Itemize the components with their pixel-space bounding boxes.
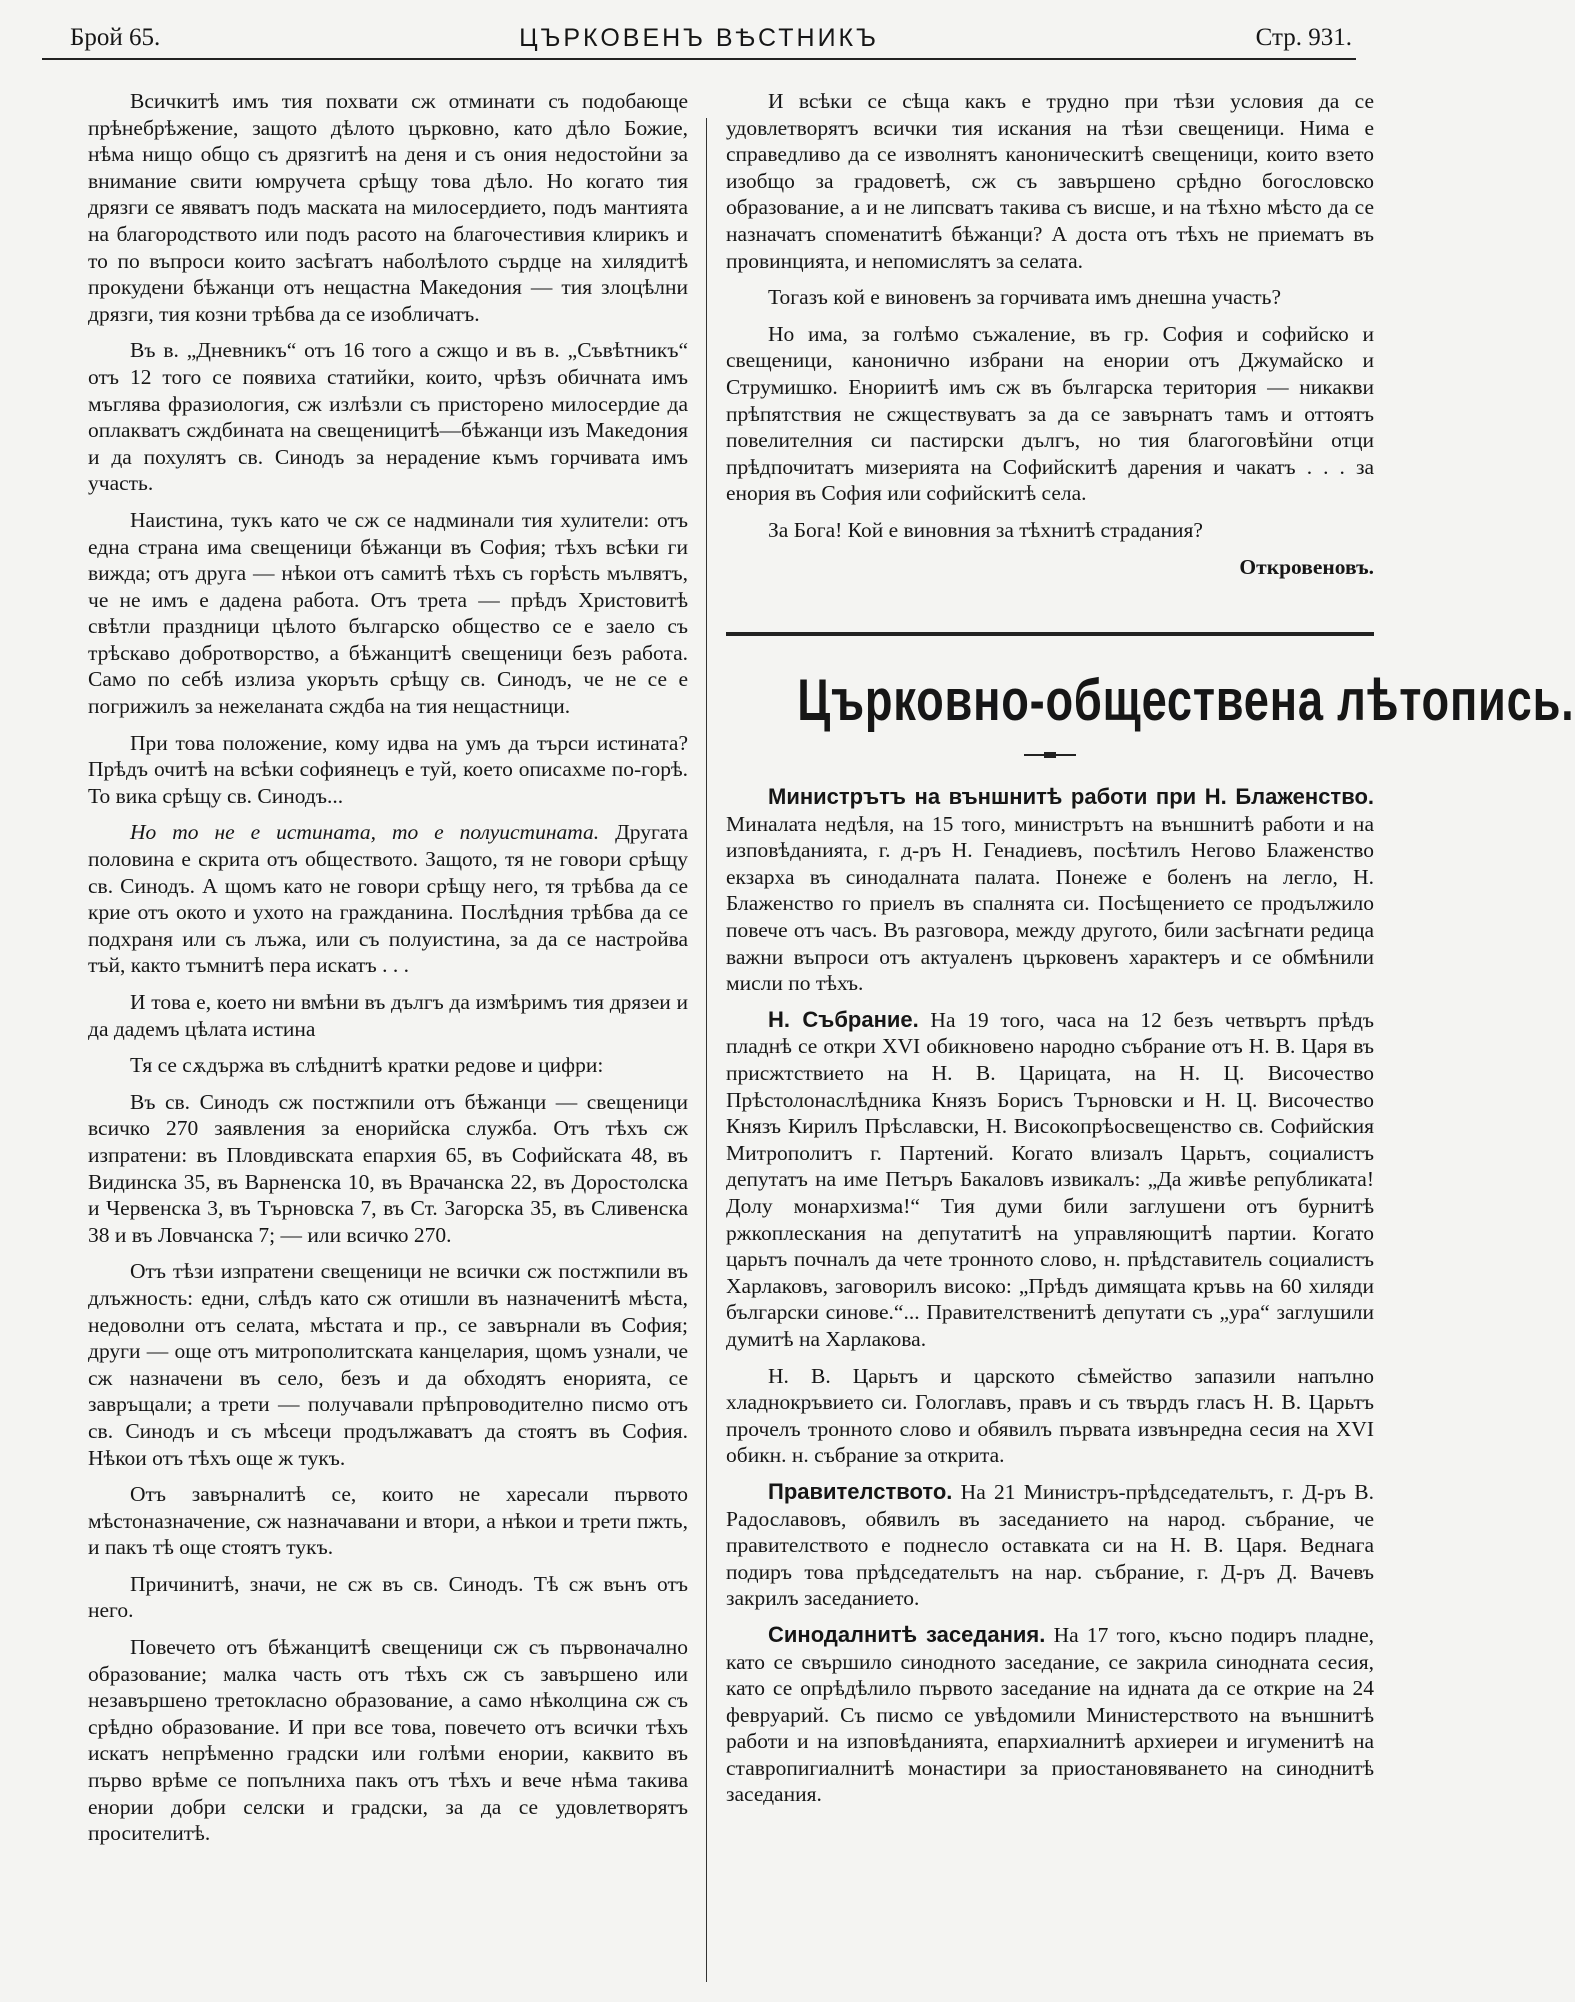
ornament-dash: [1024, 754, 1076, 756]
paragraph: Всичкитѣ имъ тия похвати сж отминати съ подобающе прѣнебрѣжение, защото дѣлото църковно, като дѣло Божие, нѣма нищо общо съ дрязгитѣ на деня и съ ония недостойни за внимание свити юмручета срѣщу това дѣло. Но когато тия дрязги се явяватъ подъ маската на милосердието, подъ мантията на благородството или подъ расото на благочестивия клирикъ и то по въпроси които засѣгатъ наболѣлото сърдце на хилядитѣ прокудени бѣжанци отъ нещастна Македония — тия злоцѣлни дрязги, тия козни трѣбва да се изобличатъ.: [88, 89, 688, 326]
news-item: [726, 784, 1374, 997]
news-item-body: На 17 того, късно подиръ пладне, като се свършило синодното заседание, се закрила синодната сесия, като се опрѣдѣлило първото заседание на идната да се открие на 24 февруарий. Съ писмо се увѣдомили Министерството на външнитѣ работи и на изповѣданията, епархиалнитѣ архиереи и игуменитѣ на ставропигиалнитѣ монастири за приостановяването на синоднитѣ заседания.: [726, 1622, 1375, 1807]
paragraph: Н. В. Царьтъ и царското сѣмейство запазили напълно хладнокръвието си. Гологлавъ, правъ и съ твърдъ гласъ Н. В. Царьтъ прочелъ тронното слово и обявилъ първата извънредна сесия на XVI обикн. н. събрание за открита.: [726, 1363, 1374, 1468]
issue-number: Брой 65.: [70, 24, 161, 51]
paragraph: И всѣки се сѣща какъ е трудно при тѣзи условия да се удовлетворятъ всички тия искания на тѣзи свещеници. Нима е справедливо да се изволнятъ каноническитѣ свещеници, които взето изобщо за градоветѣ, сж съ завършено срѣдно богословско образование, а и не липсватъ такива съ висше, и на тѣхно мѣсто да се назначатъ споменатитѣ бѣжанци? А доста отъ тѣхъ не приематъ въ провинцията, и непомислятъ за селата.: [726, 89, 1374, 273]
newspaper-title: ЦЪРКОВЕНЪ ВѢСТНИКЪ: [519, 24, 879, 52]
news-item: [726, 1007, 1374, 1353]
article-signature: Откровеновъ.: [1239, 554, 1374, 579]
section-title: Църковно-обществена лѣтопись.: [797, 668, 1575, 734]
paragraph: Тя се сѫдържа въ слѣднитѣ кратки редове и цифри:: [130, 1053, 604, 1078]
paragraph: Повечето отъ бѣжанцитѣ свещеници сж съ първоначално образование; малка часть отъ тѣхъ сж съ завършено или незавършено третокласно образование, а само нѣколцина сж съ срѣдно образование. И при все това, повечето отъ всички тѣхъ искатъ непрѣменно градски или голѣми енории, каквито въ първо врѣме се попълниха пакъ отъ тѣхъ и вече нѣма такива енории добри селски и градски, за да се удовлетворятъ просителитѣ.: [88, 1635, 688, 1846]
news-item: [726, 1479, 1374, 1612]
paragraph: Въ в. „Дневникъ“ отъ 16 того а сжщо и въ в. „Съвѣтникъ“ отъ 12 того се появиха статийки, които, чрѣзъ обичната имъ мъглява фразиология, сж излѣзли съ присторено милосердие да оплакватъ сждбината на свещеницитѣ—бѣжанци изъ Македония и да похулятъ св. Синодъ за нерадение къмъ горчивата имъ участь.: [88, 338, 688, 496]
paragraph: Въ св. Синодъ сж постжпили отъ бѣжанци — свещеници всичко 270 заявления за енорийска служба. Отъ тѣхъ сж изпратени: въ Пловдивската епархия 65, въ Софийската 48, въ Видинска 35, въ Варненска 10, въ Врачанска 22, въ Доростолска и Червенска 3, въ Търновска 7, въ Ст. Загорска 35, въ Сливенска 38 и въ Ловчанска 7; — или всичко 270.: [88, 1089, 688, 1247]
paragraph-rest: Другата половина е скрита отъ обществото. Защото, тя не говори срѣщу св. Синодъ. А щомъ като не говори срѣщу него, тя трѣбва да се крие отъ окото и ухото на гражданина. Послѣдния трѣбва да се подхраня или съ лъжа, или съ полуистина, за да се настройва тъй, както тъмнитѣ пера искатъ . . .: [88, 820, 688, 978]
column-divider: [706, 118, 707, 1982]
paragraph: При това положение, кому идва на умъ да търси истината? Прѣдъ очитѣ на всѣки софиянецъ е туй, което описахме по-горѣ. То вика срѣщу св. Синодъ...: [88, 730, 688, 808]
news-item-body: Миналата недѣля, на 15 того, министрътъ на външнитѣ работи и на изповѣданията, г. д-ръ Н. Генадиевъ, посѣтилъ Негово Блаженство екзарха въ синодалната палата. Понеже е боленъ на легло, Н. Блаженство го приелъ въ спалнята си. Посѣщението се продължило повече отъ часъ. Въ разговора, между другото, били засѣгнати редица важни въпроси отъ актуаленъ църковенъ характеръ и се обмѣнили мисли по тѣхъ.: [726, 811, 1374, 996]
paragraph: Отъ завърналитѣ се, които не харесали първото мѣстоназначение, сж назначавани и втори, а нѣкои и трети пжть, и пакъ тѣ още стоятъ тукъ.: [88, 1482, 688, 1560]
left-column: [88, 88, 688, 1857]
page-header: [42, 20, 1356, 60]
news-item: [726, 1622, 1374, 1808]
page-number: Стр. 931.: [1255, 24, 1352, 51]
italic-lead-text: Но то не е истината, то е полуистината.: [130, 820, 600, 845]
news-item-body: На 19 того, часа на 12 безъ четвъртъ прѣдъ пладнѣ се откри XVI обикновено народно събрание отъ Н. В. Царя въ присжтствието на Н. В. Царицата, на Н. Ц. Височество Прѣстолонаслѣдника Князъ Борисъ Търновски и Н. Ц. Височество Князъ Кирилъ Прѣславски, Н. Високопрѣосвещенство св. Софийския Митрополитъ г. Партений. Когато влизалъ Царьтъ, социалистъ депутатъ на име Петъръ Бакаловъ извикалъ: „Да живѣе републиката! Долу монархизма!“ Тия думи били заглушени отъ бурнитѣ ржкоплескания на депутатитѣ на управляющитѣ партии. Когато царьтъ почналъ да чете тронното слово, н. прѣдставитель социалистъ Харлаковъ, заговорилъ високо: „Прѣдъ димящата кръвь на 60 хиляди български синове.“... Правителственитѣ депутати съ „ура“ заглушили думитѣ на Харлакова.: [726, 1007, 1375, 1351]
paragraph: [88, 819, 688, 979]
paragraph: Отъ тѣзи изпратени свещеници не всички сж постжпили въ длъжность: едни, слѣдъ като сж отишли въ назначенитѣ мѣста, недоволни отъ селата, мѣстата и пр., се завърнали въ София; други — още отъ митрополитската канцелария, щомъ узнали, че сж назначени въ село, безъ и да обходятъ енорията, се завръщали; а трети — получавали прѣпроводително писмо отъ св. Синодъ и съ мѣсеци продължаватъ да стоятъ въ София. Нѣкои отъ тѣхъ още ж тукъ.: [88, 1259, 688, 1470]
paragraph: Но има, за голѣмо съжаление, въ гр. София и софийско и свещеници, канонично избрани на енории отъ Джумайско и Струмишко. Енориитѣ имъ сж въ българска територия — никакви прѣпятствия не сжществуватъ за да се завърнатъ тамъ и оттоятъ повелителния си пастирски дългъ, но тия благоговѣйни отци прѣдпочитатъ мизерията на Софийскитѣ дарения и чакатъ . . . за енория въ София или софийскитѣ села.: [726, 321, 1374, 506]
paragraph: За Бога! Кой е виновния за тѣхнитѣ страдания?: [768, 517, 1203, 542]
right-column: [726, 88, 1575, 1818]
news-item-heading: Правителството.: [768, 1478, 953, 1504]
news-item-heading: Н. Събрание.: [768, 1006, 919, 1032]
news-item-heading: Министрътъ на външнитѣ работи при Н. Блаженство.: [768, 784, 1374, 810]
section-separator: [726, 632, 1374, 636]
paragraph: И това е, което ни вмѣни въ дългъ да измѣримъ тия дрязеи и да дадемъ цѣлата истина: [88, 990, 688, 1041]
paragraph: Причинитѣ, значи, не сж въ св. Синодъ. Тѣ сж вънъ отъ него.: [88, 1571, 688, 1623]
paragraph: Тогазъ кой е виновенъ за горчивата имъ днешна участь?: [768, 285, 1281, 310]
paragraph: Наистина, тукъ като че сж се надминали тия хулители: отъ една страна има свещеници бѣжанци въ София; тѣхъ всѣки ги вижда; отъ друга — нѣкои отъ самитѣ тѣхъ съ горѣсть мълвятъ, че не имъ е дадена работа. Отъ трета — прѣдъ Христовитѣ свѣтли праздници цѣлото българско общество се е заело съ трѣскаво добротворство, а бѣжанцитѣ свещеници безъ работа. Само по себѣ излиза укоръть срѣщу св. Синодъ, че не се е погрижилъ за нежеланата сждба на тия нещастници.: [88, 507, 688, 719]
news-item-body: На 21 Министръ-прѣдседательтъ, г. Д-ръ В. Радославовъ, обявилъ въ заседанието на народ. събрание, че правителството е поднесло оставката си на Н. В. Царя. Веднага подиръ това прѣдседательтъ на нар. събрание, г. Д-ръ Д. Вачевъ закрилъ заседанието.: [726, 1479, 1374, 1611]
news-item-heading: Синодалнитѣ заседания.: [768, 1621, 1046, 1647]
